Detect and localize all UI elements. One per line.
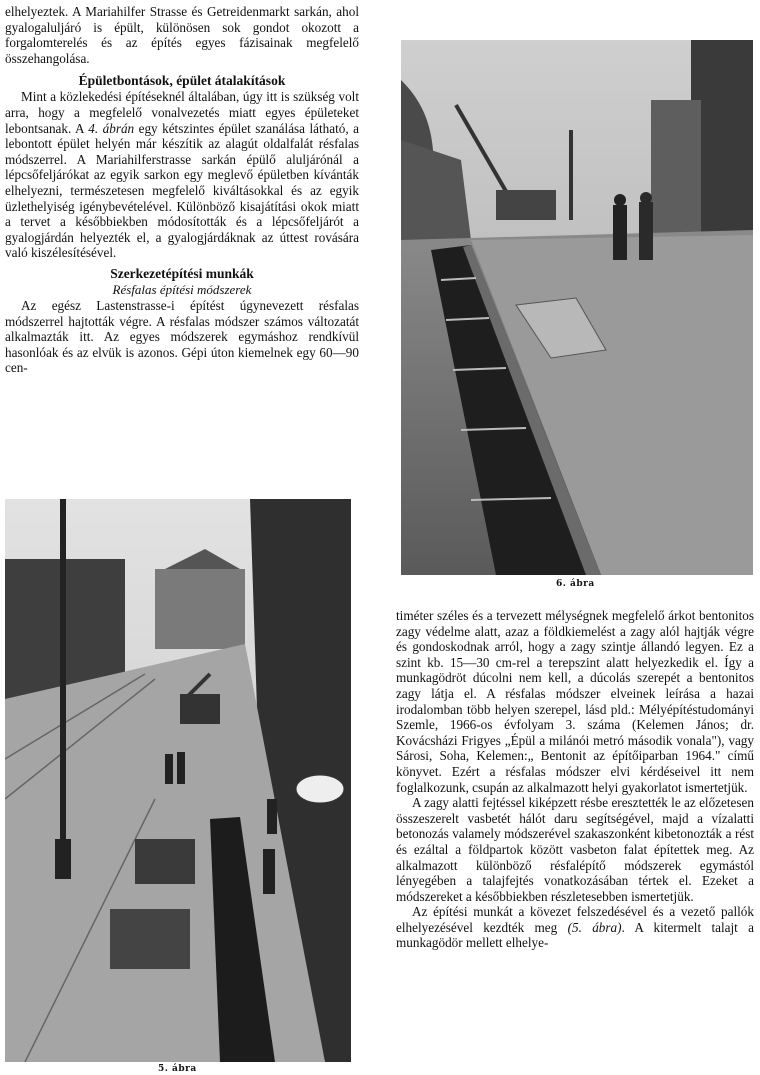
intro-paragraph: elhelyeztek. A Mariahilfer Strasse és Getreidenmarkt sarkán, ahol gyalogaluljáró is épült, különösen sok gondot okozott a forgalomterelés és az építés egyes fázisainak megfelelő összehangolása. [5,4,359,66]
figure-ref-5: (5. ábra) [567,919,622,935]
demolition-text-a: Mint a közlekedési építéseknél általában, úgy itt is szükség volt arra, hogy a megfelelő vonalvezetés miatt egyes épületeket lebontsanak. A [5,89,359,136]
heading-structural: Szerkezetépítési munkák [110,265,254,281]
subheading-method: Résfalas építési módszerek [112,281,252,297]
paragraph-continuation: timéter széles és a tervezett mélységnek megfelelő árkot bentonitos zagy védelme alatt, azaz a földkiemelést a zagy alól hajtják végre és gondoskodnak arról, hogy a zagy szintje állandó legyen. Ez a szint kb. 15—30 cm-rel a terepszint alatt helyezkedik el. Így a munkagödröt dúcolni nem kell, a dúcolás szerepét a bentonitos zagy látja el. A résfalas módszer elveinek leírása a hazai irodalomban több helyen szerepel, lásd pld.: Mélyépítéstudományi Szemle, 1966-os évfolyam 3. száma (Kelemen János; dr. Kovácsházi Frigyes „Épül a milánói metró második vonala"), vagy Sárosi, Soha, Kelemen:„ Bentonit az építőiparban 1964." című könyvet. Ezért a résfalas módszer elvi kérdéseivel itt nem foglalkozunk, csupán az alkalmazott helyi gyakorlatot ismertetjük. [396,608,754,795]
left-column [5,4,359,376]
work-text-a: Az építési munkát a kövezet felszedésével és a vezető pallók elhelyezésével kezdték meg [396,904,754,935]
work-text-b: . A kitermelt talajt a munkagödör mellett elhelye- [396,919,754,951]
paragraph-demolition [5,89,359,261]
paragraph-work-start [396,904,754,951]
paragraph-reinforcement: A zagy alatti fejtéssel kiképzett résbe eresztették le az előzetesen összeszerelt vasbetét hálót daru segítségével, majd a vízalatti betonozás valamely módszerével szakaszonként kibetonozták a rést és ezáltal a földpartok között vasbeton falat építettek meg. Az alkalmazott különböző résfalépítő módszerek egymástól lényegében a talajfejtés vonatkozásában tértek el. Ezeket a módszereket a későbbiekben részletesebben ismertetjük. [396,795,754,904]
right-column [396,608,754,951]
paragraph-method: Az egész Lastenstrasse-i építést úgynevezett résfalas módszerrel hajtották végre. A résfalas módszer számos változatát alkalmazták itt. Az egyes módszerek egymáshoz rendkívül hasonlóak és az elvük is azonos. Gépi úton kiemelnek egy 60—90 cen- [5,297,359,376]
figure-5-caption: 5. ábra [158,1064,197,1074]
heading-demolition: Épületbontások, épület átalakítások [78,73,286,89]
street-construction-photo-illustration [5,499,351,1062]
figure-5-photo [5,499,351,1062]
trench-photo-illustration [401,40,753,575]
figure-6-caption: 6. ábra [556,579,595,589]
demolition-text-b: egy kétszintes épület szanálása látható, a lebontott épület helyén már készítik az alagút oldalfalát résfalas módszerrel. A Mariahilferstrasse sarkán épülő aluljárónál a lépcsőfeljárókat az egyik sarkon egy meglevő épületben kívánták elhelyezni, természetesen megfelelő kiváltásokkal és az egyik üzlethelyiség igénybevételével. Különböző kisajátítási okok miatt a tervet a későbbiekben módosították és a lépcsőfeljárót a gyalogjárdán helyezték el, a gyalogjárdáknak az úttest rovására való kiszélesítésével. [5,120,359,261]
figure-ref-4: 4. ábrán [88,120,135,136]
figure-6-photo [401,40,753,575]
